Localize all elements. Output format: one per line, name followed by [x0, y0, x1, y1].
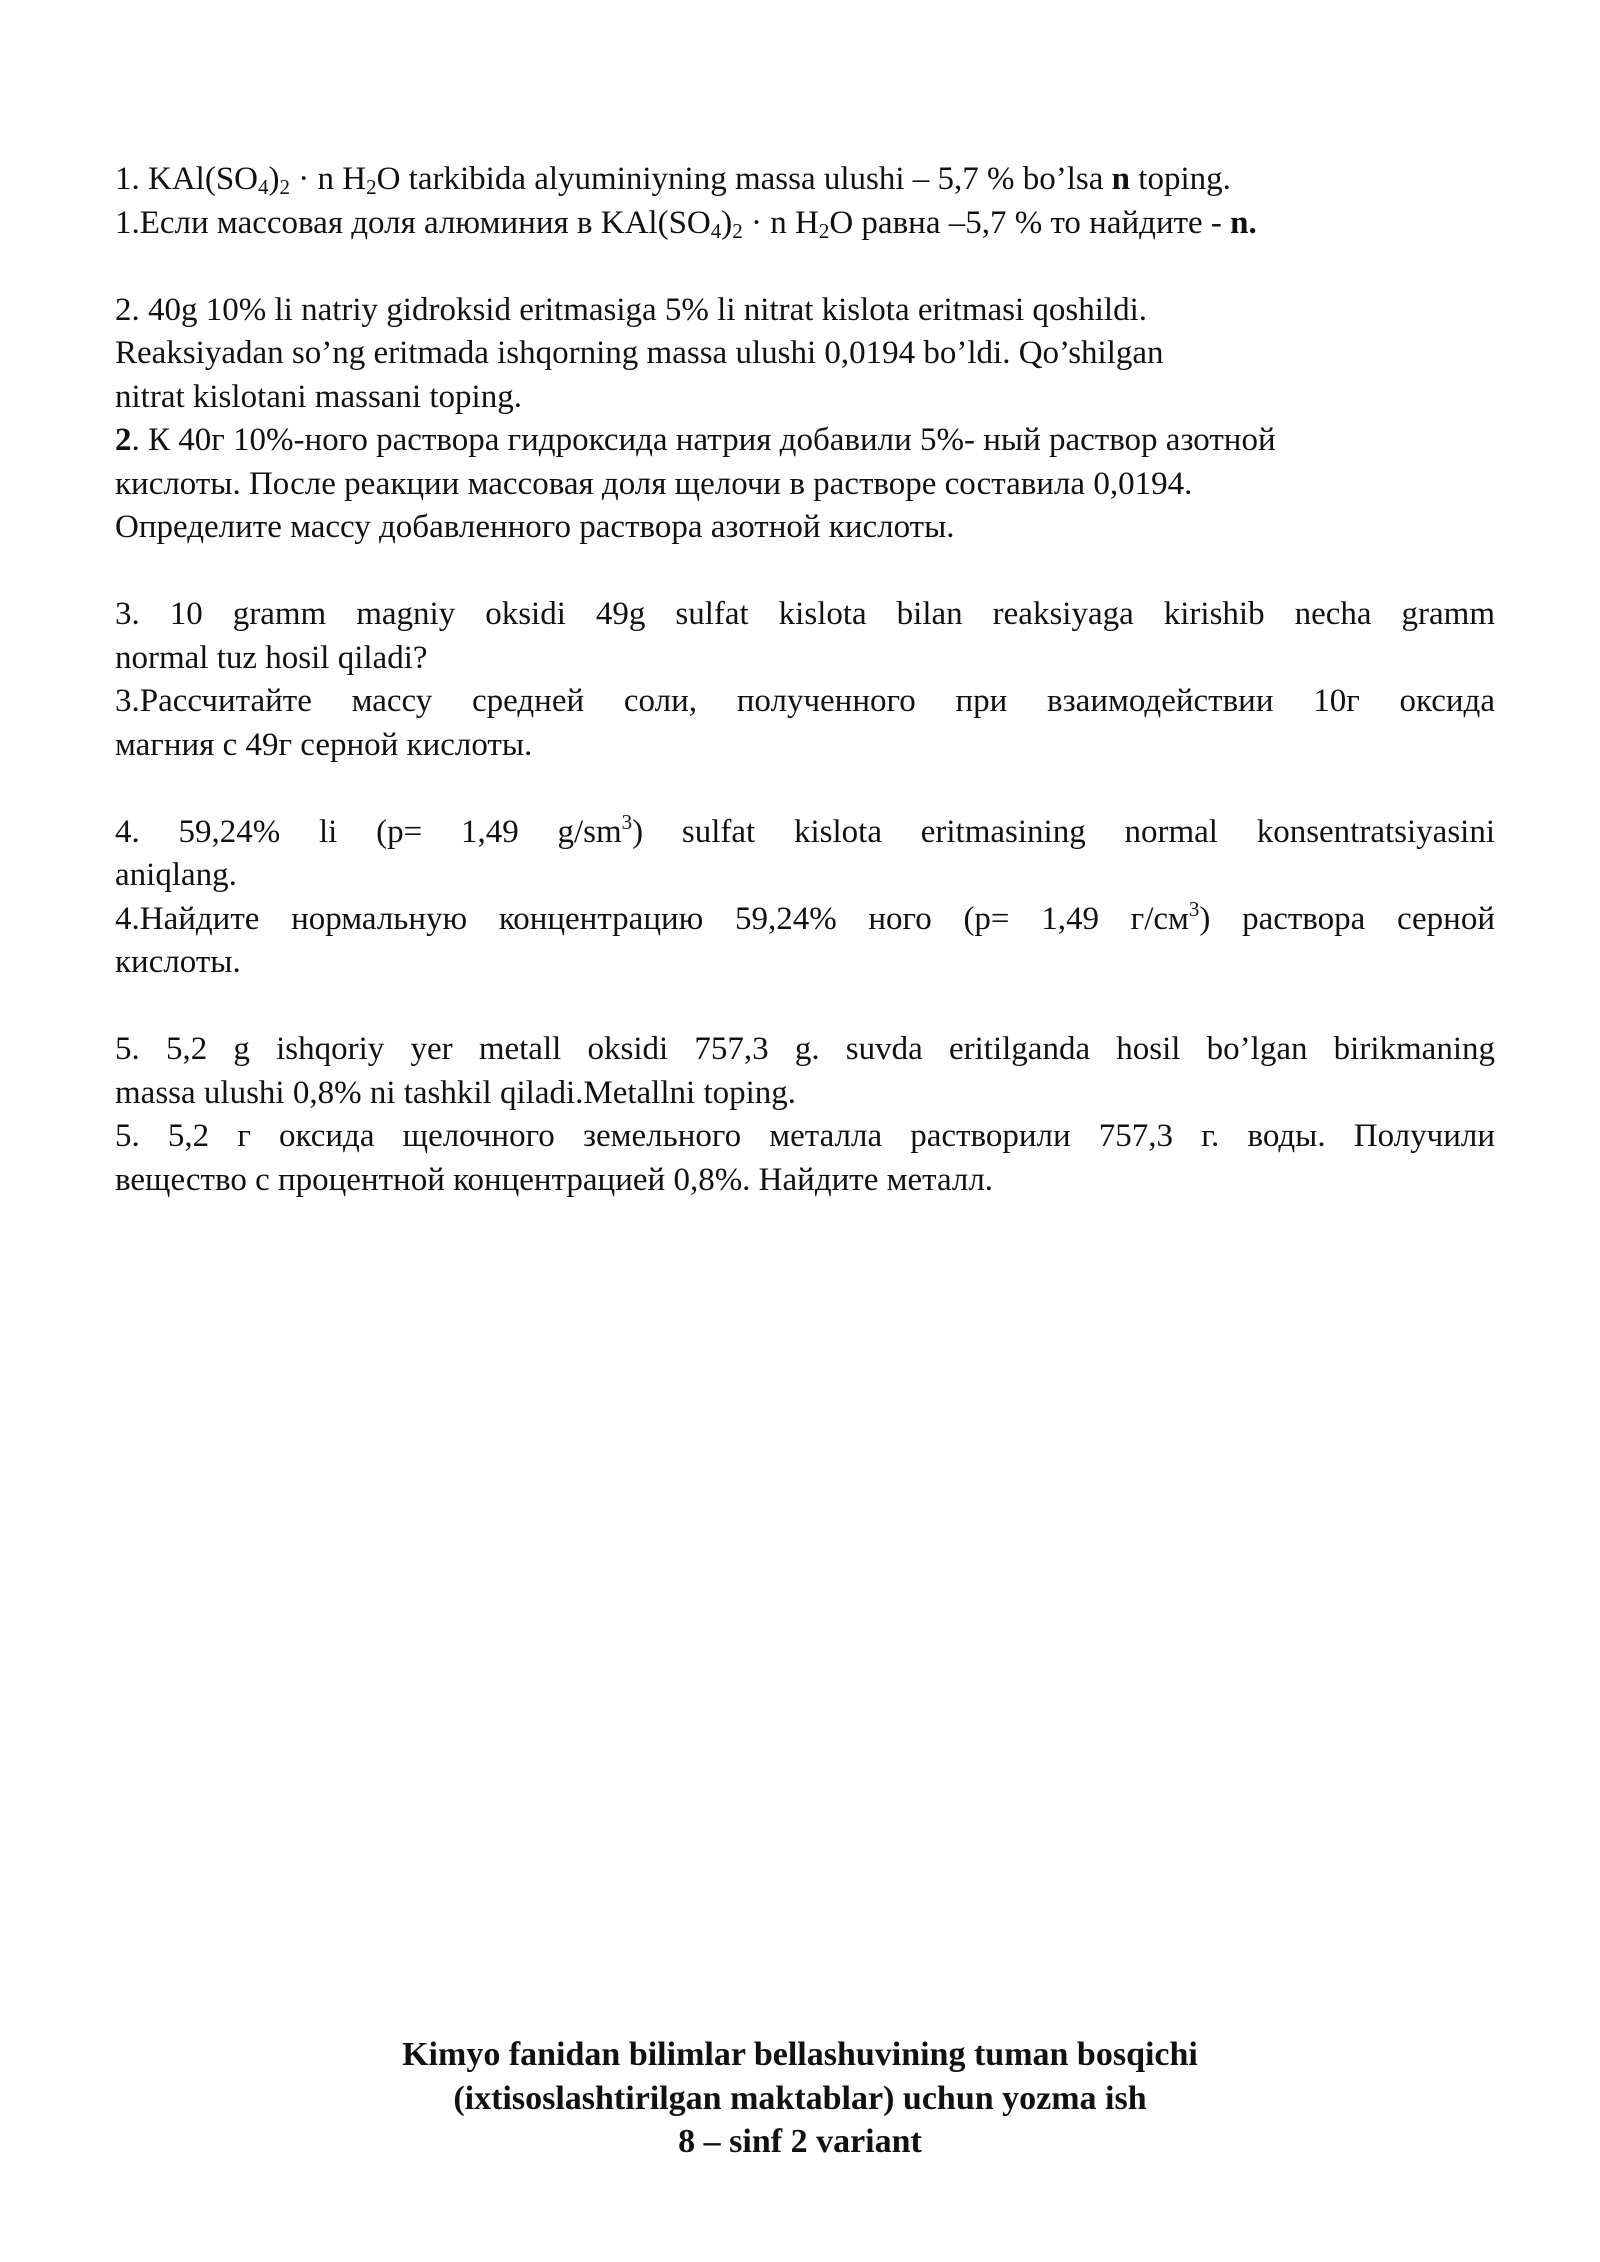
subscript: 2 — [366, 175, 377, 199]
problem-2-ru-line-3: Определите массу добавленного раствора азотной кислоты. — [115, 509, 955, 545]
text-part: 1.Если массовая доля алюминия в KAl(SO — [115, 204, 711, 241]
problem-3-ru-line-2: магния с 49г серной кислоты. — [115, 726, 533, 763]
problem-4-uz-line-1 — [115, 811, 1495, 855]
problem-2-uz-line-3: nitrat kislotani massani toping. — [115, 378, 522, 415]
superscript: 3 — [621, 809, 633, 834]
text-part: · n H — [290, 161, 367, 197]
problem-3-uz-line-1: 3. 10 gramm magniy oksidi 49g sulfat kislota bilan reaksiyaga kirishib necha gramm — [115, 596, 1495, 632]
spacer — [115, 767, 1495, 811]
problem-5-uz-line-2: massa ulushi 0,8% ni tashkil qiladi.Metallni toping. — [115, 1074, 797, 1111]
text-part: O tarkibida alyuminiyning massa ulushi – 5,7 % bo’lsa — [376, 161, 1112, 197]
text-part: 1. KAl(SO — [115, 161, 259, 197]
problem-3-ru-line-1: 3.Рассчитайте массу средней соли, полученного при взаимодействии 10г оксида — [115, 683, 1495, 719]
subscript: 2 — [732, 218, 743, 243]
subscript: 4 — [710, 218, 722, 243]
problem-2-uz-line-2: Reaksiyadan so’ng eritmada ishqorning massa ulushi 0,0194 bo’ldi. Qo’shilgan — [115, 335, 1164, 371]
problem-4-ru-line-1 — [115, 898, 1495, 942]
text-part: 4. 59,24% li (p= 1,49 g/sm — [115, 813, 622, 850]
text-part: · n H — [742, 204, 819, 241]
text-part: ) sulfat kislota eritmasining normal konsentratsiyasini — [632, 813, 1495, 850]
problem-2-ru-line-1 — [115, 419, 1495, 463]
spacer — [115, 550, 1495, 594]
spacer — [115, 985, 1495, 1029]
problem-5-uz-line-1: 5. 5,2 g ishqoriy yer metall oksidi 757,3 g. suvda eritilganda hosil bo’lgan birikmaning — [115, 1031, 1495, 1067]
text-part: O равна –5,7 % то найдите - — [829, 204, 1231, 241]
footer-line-2: (ixtisoslashtirilgan maktablar) uchun yozma ish — [453, 2079, 1147, 2117]
footer-title — [0, 2033, 1600, 2164]
problem-4-uz-line-2: aniqlang. — [115, 857, 237, 893]
bold-variable: n. — [1230, 204, 1257, 241]
problem-1-ru — [115, 202, 1495, 246]
text-part: toping. — [1130, 161, 1231, 197]
problem-2-uz-line-1: 2. 40g 10% li natriy gidroksid eritmasiga 5% li nitrat kislota eritmasi qoshildi. — [115, 291, 1148, 328]
problem-3-uz-line-2: normal tuz hosil qiladi? — [115, 639, 428, 676]
text-part: 4.Найдите нормальную концентрацию 59,24% ного (p= 1,49 г/см — [115, 900, 1189, 937]
problem-1-uz — [115, 158, 1495, 202]
problem-4-ru-line-2: кислоты. — [115, 944, 241, 980]
problem-5-ru-line-1: 5. 5,2 г оксида щелочного земельного металла растворили 757,3 г. воды. Получили — [115, 1118, 1495, 1154]
text-part: ) — [721, 204, 733, 241]
bold-variable: n — [1111, 161, 1131, 197]
subscript: 2 — [818, 218, 830, 243]
superscript: 3 — [1188, 896, 1200, 921]
text-part: . К 40г 10%-ного раствора гидроксида натрия добавили 5%- ный раствор азотной — [131, 422, 1276, 458]
text-part: ) раствора серной — [1199, 900, 1495, 937]
subscript: 2 — [279, 175, 291, 199]
problem-number: 2 — [115, 422, 132, 458]
problem-list — [115, 158, 1495, 1202]
footer-line-1: Kimyo fanidan bilimlar bellashuvining tuman bosqichi — [402, 2036, 1198, 2073]
problem-2-ru-line-2: кислоты. После реакции массовая доля щелочи в растворе составила 0,0194. — [115, 465, 1193, 502]
subscript: 4 — [258, 175, 269, 199]
problem-5-ru-line-2: вещество с процентной концентрацией 0,8%. Найдите металл. — [115, 1161, 994, 1198]
footer-line-3: 8 – sinf 2 variant — [678, 2123, 922, 2160]
spacer — [115, 245, 1495, 289]
text-part: ) — [268, 161, 280, 197]
